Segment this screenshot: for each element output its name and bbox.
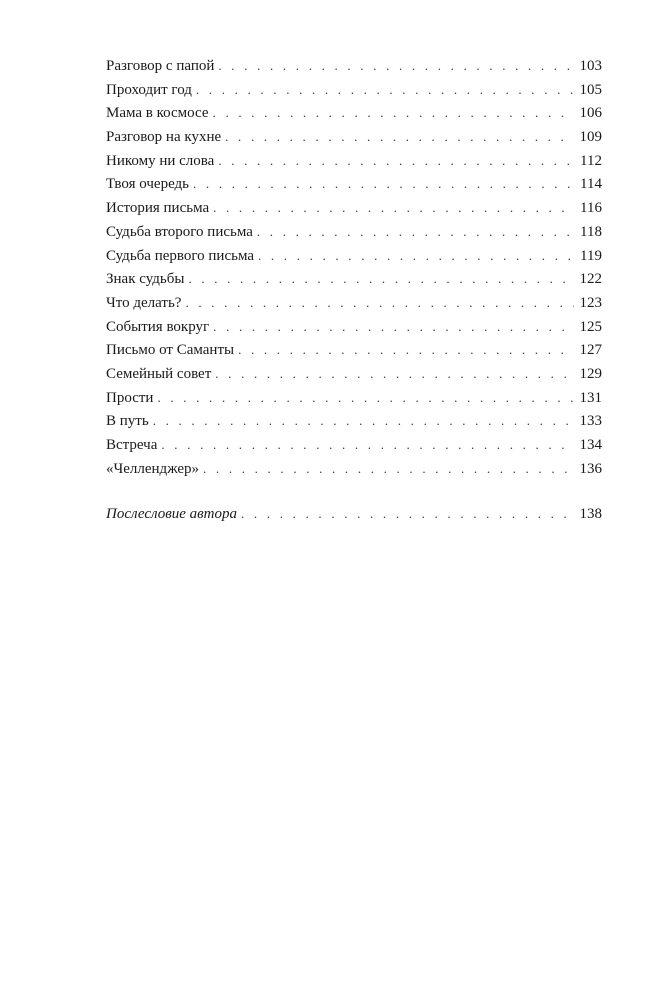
toc-entry (106, 386, 602, 410)
toc-dot-leader (193, 172, 574, 196)
toc-entry-title: Мама в космосе (106, 105, 209, 122)
toc-entry-title: «Челленджер» (106, 460, 200, 477)
toc-entry-page: 109 (579, 129, 602, 146)
toc-dot-leader (213, 101, 574, 125)
toc-dot-leader (188, 267, 573, 291)
toc-entry-page: 127 (579, 342, 602, 359)
toc-entry-page: 118 (580, 223, 602, 240)
toc-entry-page: 119 (580, 247, 602, 264)
toc-entry-title: События вокруг (106, 318, 210, 335)
toc-entry (106, 172, 602, 196)
toc-entry (106, 362, 602, 386)
toc-entry-page: 112 (580, 152, 602, 169)
toc-dot-leader (258, 244, 574, 268)
toc-entry-page: 134 (579, 437, 602, 453)
toc-entry-title: Что делать? (106, 294, 182, 311)
toc-entry (106, 78, 602, 102)
toc-dot-leader (225, 125, 573, 149)
toc-dot-leader (153, 409, 574, 433)
toc-dot-leader (157, 386, 573, 410)
toc-entry-page: 103 (579, 58, 602, 74)
toc-entry (106, 291, 602, 315)
toc-entry-page: 131 (579, 389, 602, 406)
toc-entry (106, 149, 602, 173)
toc-entry-title: В путь (106, 413, 149, 430)
toc-dot-leader (241, 502, 573, 526)
toc-dot-leader (215, 362, 573, 386)
toc-entry (106, 101, 602, 125)
toc-entry-title: Никому ни слова (106, 152, 215, 169)
toc-entry-title: Семейный совет (106, 365, 212, 382)
toc-dot-leader (213, 196, 574, 220)
table-of-contents (106, 54, 602, 526)
toc-entry (106, 54, 602, 78)
toc-section-gap (106, 480, 602, 502)
toc-dot-leader (218, 149, 574, 173)
toc-entry-title: Встреча (106, 437, 158, 453)
toc-entry (106, 244, 602, 268)
toc-entry-page: 129 (579, 365, 602, 382)
toc-entry (106, 267, 602, 291)
toc-entry-page: 123 (579, 294, 602, 311)
toc-entry-page: 136 (579, 460, 602, 477)
toc-dot-leader (257, 220, 574, 244)
toc-entry (106, 457, 602, 481)
toc-entry-page: 133 (579, 413, 602, 430)
toc-entry-title: Прости (106, 389, 154, 406)
toc-entry (106, 338, 602, 362)
toc-entry-title: Судьба первого письма (106, 247, 254, 264)
toc-entry-page: 138 (579, 506, 602, 523)
toc-entry-page: 116 (580, 200, 602, 217)
toc-entry (106, 220, 602, 244)
toc-entry-page: 122 (579, 271, 602, 288)
toc-dot-leader (196, 78, 574, 102)
toc-entry-title: Проходит год (106, 81, 192, 98)
toc-entry-page: 105 (579, 81, 602, 98)
toc-entry-title: Разговор на кухне (106, 129, 222, 146)
toc-dot-leader (213, 315, 573, 339)
toc-entry (106, 409, 602, 433)
toc-entry-title: Твоя очередь (106, 176, 190, 193)
toc-entry-title: История письма (106, 200, 210, 217)
toc-entry-title: Письмо от Саманты (106, 342, 235, 359)
toc-entry-title: Разговор с папой (106, 58, 215, 74)
toc-entry-page: 106 (579, 105, 602, 122)
toc-entry (106, 433, 602, 457)
toc-entry-page: 125 (579, 318, 602, 335)
toc-entry-title: Послесловие автора (106, 506, 238, 523)
toc-entry (106, 196, 602, 220)
toc-entry-title: Знак судьбы (106, 271, 185, 288)
toc-dot-leader (203, 457, 573, 481)
toc-entry-afterword (106, 502, 602, 526)
toc-entry (106, 315, 602, 339)
toc-entry (106, 125, 602, 149)
toc-dot-leader (238, 338, 573, 362)
toc-dot-leader (185, 291, 573, 315)
toc-dot-leader (218, 54, 573, 78)
toc-entry-title: Судьба второго письма (106, 223, 253, 240)
toc-entry-page: 114 (580, 176, 602, 193)
toc-dot-leader (161, 433, 573, 457)
